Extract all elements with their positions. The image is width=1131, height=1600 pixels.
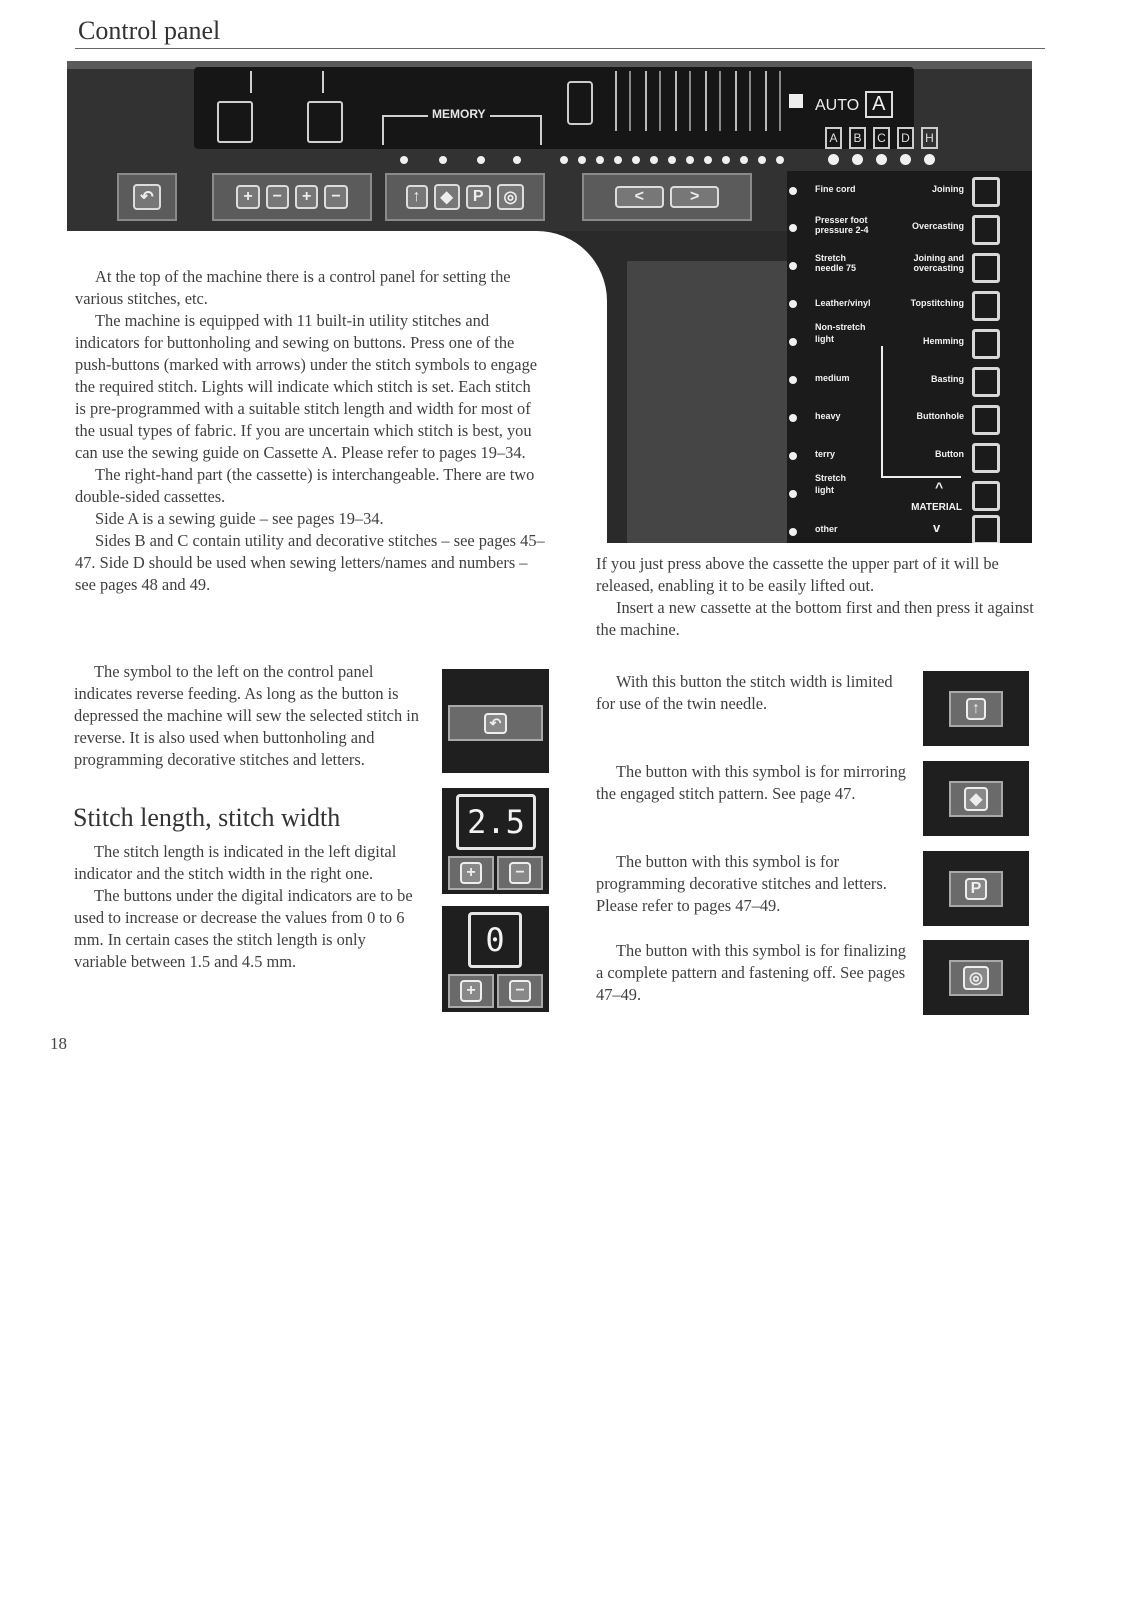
indicator-square-icon: [789, 94, 803, 108]
paragraph: If you just press above the cassette the upper part of it will be released, enabling it to be easily lifted out.: [596, 554, 999, 595]
indicator-light: [789, 490, 797, 498]
cassette-side-box: A: [825, 127, 842, 149]
cassette-side-box: B: [849, 127, 866, 149]
plus-icon: +: [460, 980, 481, 1002]
finalize-icon: ◎: [497, 184, 525, 210]
length-width-buttons[interactable]: [212, 173, 372, 221]
material-label: terry: [815, 449, 836, 459]
stitch-symbol-icon: [645, 71, 661, 131]
material-label-heading: MATERIAL: [911, 502, 962, 513]
up-arrow-icon: ^: [935, 479, 944, 495]
indicator-light: [668, 156, 676, 164]
intro-text: [75, 266, 545, 596]
stitch-symbol-icon: [675, 71, 691, 131]
minus-icon: −: [324, 185, 347, 209]
mirror-icon: ◆: [434, 184, 460, 210]
cassette-dot-column: [789, 179, 799, 543]
paragraph: The button with this symbol is for finalizing a complete pattern and fastening off. See pages 47–49.: [596, 941, 906, 1004]
minus-icon: −: [266, 185, 289, 209]
mirror-button[interactable]: [949, 781, 1003, 817]
auto-label: AUTO: [815, 97, 860, 114]
memory-bracket: [382, 107, 542, 145]
indicator-light: [789, 224, 797, 232]
stitch-use-label: Joining: [932, 184, 964, 194]
twin-needle-text: [596, 671, 906, 715]
indicator-light: [439, 156, 447, 164]
title-rule: [75, 48, 1045, 49]
indicator-light: [828, 154, 839, 165]
cassette-side-box: H: [921, 127, 938, 149]
indicator-light: [900, 154, 911, 165]
indicator-light: [876, 154, 887, 165]
cassette-side-box: C: [873, 127, 890, 149]
cassette-text: [596, 553, 1056, 641]
page-number: 18: [50, 1034, 67, 1053]
width-icon: [322, 71, 324, 93]
cassette-key[interactable]: [972, 253, 1000, 283]
reverse-icon: ↶: [133, 184, 160, 210]
program-illustration: [923, 851, 1029, 926]
minus-icon: −: [509, 980, 530, 1002]
indicator-light: [789, 528, 797, 536]
indicator-light: [789, 414, 797, 422]
stitch-use-label: Buttonhole: [916, 411, 964, 421]
minus-button[interactable]: [497, 856, 543, 890]
program-text: [596, 851, 906, 917]
mirror-icon: ◆: [964, 787, 988, 811]
material-label: Leather/vinyl: [815, 298, 871, 308]
cassette-key[interactable]: [972, 481, 1000, 511]
material-label: Stretch: [815, 473, 847, 483]
length-icon: [250, 71, 252, 93]
indicator-light: [596, 156, 604, 164]
paragraph: With this button the stitch width is limited for use of the twin needle.: [596, 672, 893, 713]
stitch-symbol-icon: [615, 71, 631, 131]
plus-icon: +: [295, 185, 318, 209]
indicator-light: [789, 338, 797, 346]
finalize-button[interactable]: [949, 960, 1003, 996]
cassette-key[interactable]: [972, 329, 1000, 359]
paragraph: The button with this symbol is for programming decorative stitches and letters. Please refer to pages 47–49.: [596, 852, 887, 915]
right-arrow-icon: >: [670, 186, 719, 208]
paragraph: At the top of the machine there is a control panel for setting the various stitches, etc.: [75, 267, 511, 308]
material-label: other: [815, 524, 838, 534]
paragraph: The symbol to the left on the control panel indicates reverse feeding. As long as the button is depressed the machine will sew the selected stitch in reverse. It is also used when buttonholing and programming decorative stitches and letters.: [74, 662, 420, 769]
section-heading: Stitch length, stitch width: [73, 803, 341, 832]
plus-button[interactable]: [448, 974, 494, 1008]
cassette-key[interactable]: [972, 215, 1000, 245]
cassette-key[interactable]: [972, 177, 1000, 207]
indicator-light: [758, 156, 766, 164]
left-arrow-icon: <: [615, 186, 664, 208]
function-buttons[interactable]: [385, 173, 545, 221]
paragraph: The buttons under the digital indicators are to be used to increase or decrease the values from 0 to 6 mm. In certain cases the stitch length is only variable between 1.5 and 4.5 mm.: [74, 886, 413, 971]
cassette-frame: [627, 261, 787, 543]
stitch-use-label: Overcasting: [911, 221, 964, 231]
indicator-light: [789, 262, 797, 270]
stitch-use-label: Button: [935, 449, 964, 459]
cassette-key[interactable]: [972, 367, 1000, 397]
finalize-illustration: [923, 940, 1029, 1015]
indicator-light: [722, 156, 730, 164]
material-label: Presser foot pressure 2-4: [815, 215, 869, 235]
material-label: light: [815, 334, 834, 344]
reverse-button[interactable]: [117, 173, 177, 221]
paragraph: The stitch length is indicated in the left digital indicator and the stitch width in the right one.: [74, 842, 397, 883]
indicator-light: [704, 156, 712, 164]
material-bracket: [881, 346, 883, 476]
material-bracket: [881, 476, 961, 478]
material-label: medium: [815, 373, 850, 383]
cassette-letter: A: [865, 91, 892, 118]
width-display: 0: [468, 912, 522, 968]
plus-icon: +: [460, 862, 481, 884]
auto-indicator: [815, 91, 893, 118]
paragraph: The button with this symbol is for mirroring the engaged stitch pattern. See page 47.: [596, 762, 907, 803]
paragraph: The machine is equipped with 11 built-in utility stitches and indicators for buttonholing and sewing on buttons. Press one of the push-buttons (marked with arrows) under the stitch symbols to engage the required stitch. Lights will indicate which stitch is set. Each stitch is pre-programmed with a suitable stitch length and width for most of the usual types of fabric. If you are uncertain which stitch is best, you can use the sewing guide on Cassette A. Please refer to pages 19–34.: [75, 311, 538, 462]
indicator-light: [477, 156, 485, 164]
cassette-key[interactable]: [972, 405, 1000, 435]
plus-icon: +: [236, 185, 259, 209]
reverse-button[interactable]: [448, 705, 543, 741]
twin-needle-icon: ↑: [966, 698, 986, 720]
page-title: Control panel: [78, 16, 221, 45]
twin-needle-icon: ↑: [406, 185, 428, 209]
stitch-symbol-icon: [765, 71, 781, 131]
indicator-light: [852, 154, 863, 165]
stitch-text: [74, 841, 414, 973]
paragraph: The right-hand part (the cassette) is interchangeable. There are two double-sided cassettes.: [75, 465, 535, 506]
plus-button[interactable]: [448, 856, 494, 890]
length-display: 2.5: [456, 794, 536, 850]
stitch-use-label: Basting: [930, 374, 964, 384]
paragraph: Insert a new cassette at the bottom first and then press it against the machine.: [596, 598, 1034, 639]
indicator-light: [400, 156, 408, 164]
indicator-light: [924, 154, 935, 165]
stitch-use-label: Joining and overcasting: [913, 253, 964, 273]
stitch-symbol-icon: [705, 71, 721, 131]
indicator-light: [650, 156, 658, 164]
mirror-illustration: [923, 761, 1029, 836]
stitch-symbol-icon: [735, 71, 751, 131]
program-icon: P: [466, 185, 491, 209]
material-label: light: [815, 485, 834, 495]
indicator-light: [578, 156, 586, 164]
down-arrow-icon: v: [933, 520, 941, 535]
program-icon: P: [965, 878, 988, 900]
indicator-light: [740, 156, 748, 164]
stitch-use-label: Hemming: [922, 336, 964, 346]
material-label: Non-stretch: [815, 322, 866, 332]
program-button[interactable]: [949, 871, 1003, 907]
finalize-text: [596, 940, 906, 1006]
indicator-light: [560, 156, 568, 164]
reverse-icon: ↶: [484, 713, 508, 734]
material-label: Stretch needle 75: [815, 253, 857, 273]
cassette-key[interactable]: [972, 515, 1000, 543]
memory-label: MEMORY: [428, 107, 490, 121]
indicator-light: [789, 187, 797, 195]
length-illustration: [442, 788, 549, 894]
cassette: [787, 171, 1032, 543]
indicator-light: [789, 452, 797, 460]
length-display-window: [217, 101, 253, 143]
twin-needle-illustration: [923, 671, 1029, 746]
button-sew-icon: [567, 81, 593, 125]
stitch-select-buttons[interactable]: [582, 173, 752, 221]
material-label: heavy: [815, 411, 841, 421]
cassette-side-box: D: [897, 127, 914, 149]
indicator-light: [789, 376, 797, 384]
indicator-light: [789, 300, 797, 308]
display-area: [194, 67, 914, 149]
paragraph: Side A is a sewing guide – see pages 19–34.: [95, 509, 384, 528]
width-display-window: [307, 101, 343, 143]
minus-icon: −: [509, 862, 530, 884]
stitch-use-label: Topstitching: [910, 298, 964, 308]
finalize-icon: ◎: [963, 966, 989, 990]
material-label: Fine cord: [815, 184, 856, 194]
cassette-key[interactable]: [972, 443, 1000, 473]
panel-button-row: [117, 173, 817, 225]
indicator-light: [776, 156, 784, 164]
mirror-text: [596, 761, 906, 805]
twin-needle-button[interactable]: [949, 691, 1003, 727]
paragraph: Sides B and C contain utility and decorative stitches – see pages 45–47. Side D should be used when sewing letters/names and numbers – see pages 48 and 49.: [75, 531, 545, 594]
indicator-light: [686, 156, 694, 164]
indicator-light: [614, 156, 622, 164]
indicator-light: [513, 156, 521, 164]
minus-button[interactable]: [497, 974, 543, 1008]
reverse-illustration: [442, 669, 549, 773]
cassette-key[interactable]: [972, 291, 1000, 321]
reverse-text: [74, 661, 424, 771]
width-illustration: [442, 906, 549, 1012]
indicator-light: [632, 156, 640, 164]
